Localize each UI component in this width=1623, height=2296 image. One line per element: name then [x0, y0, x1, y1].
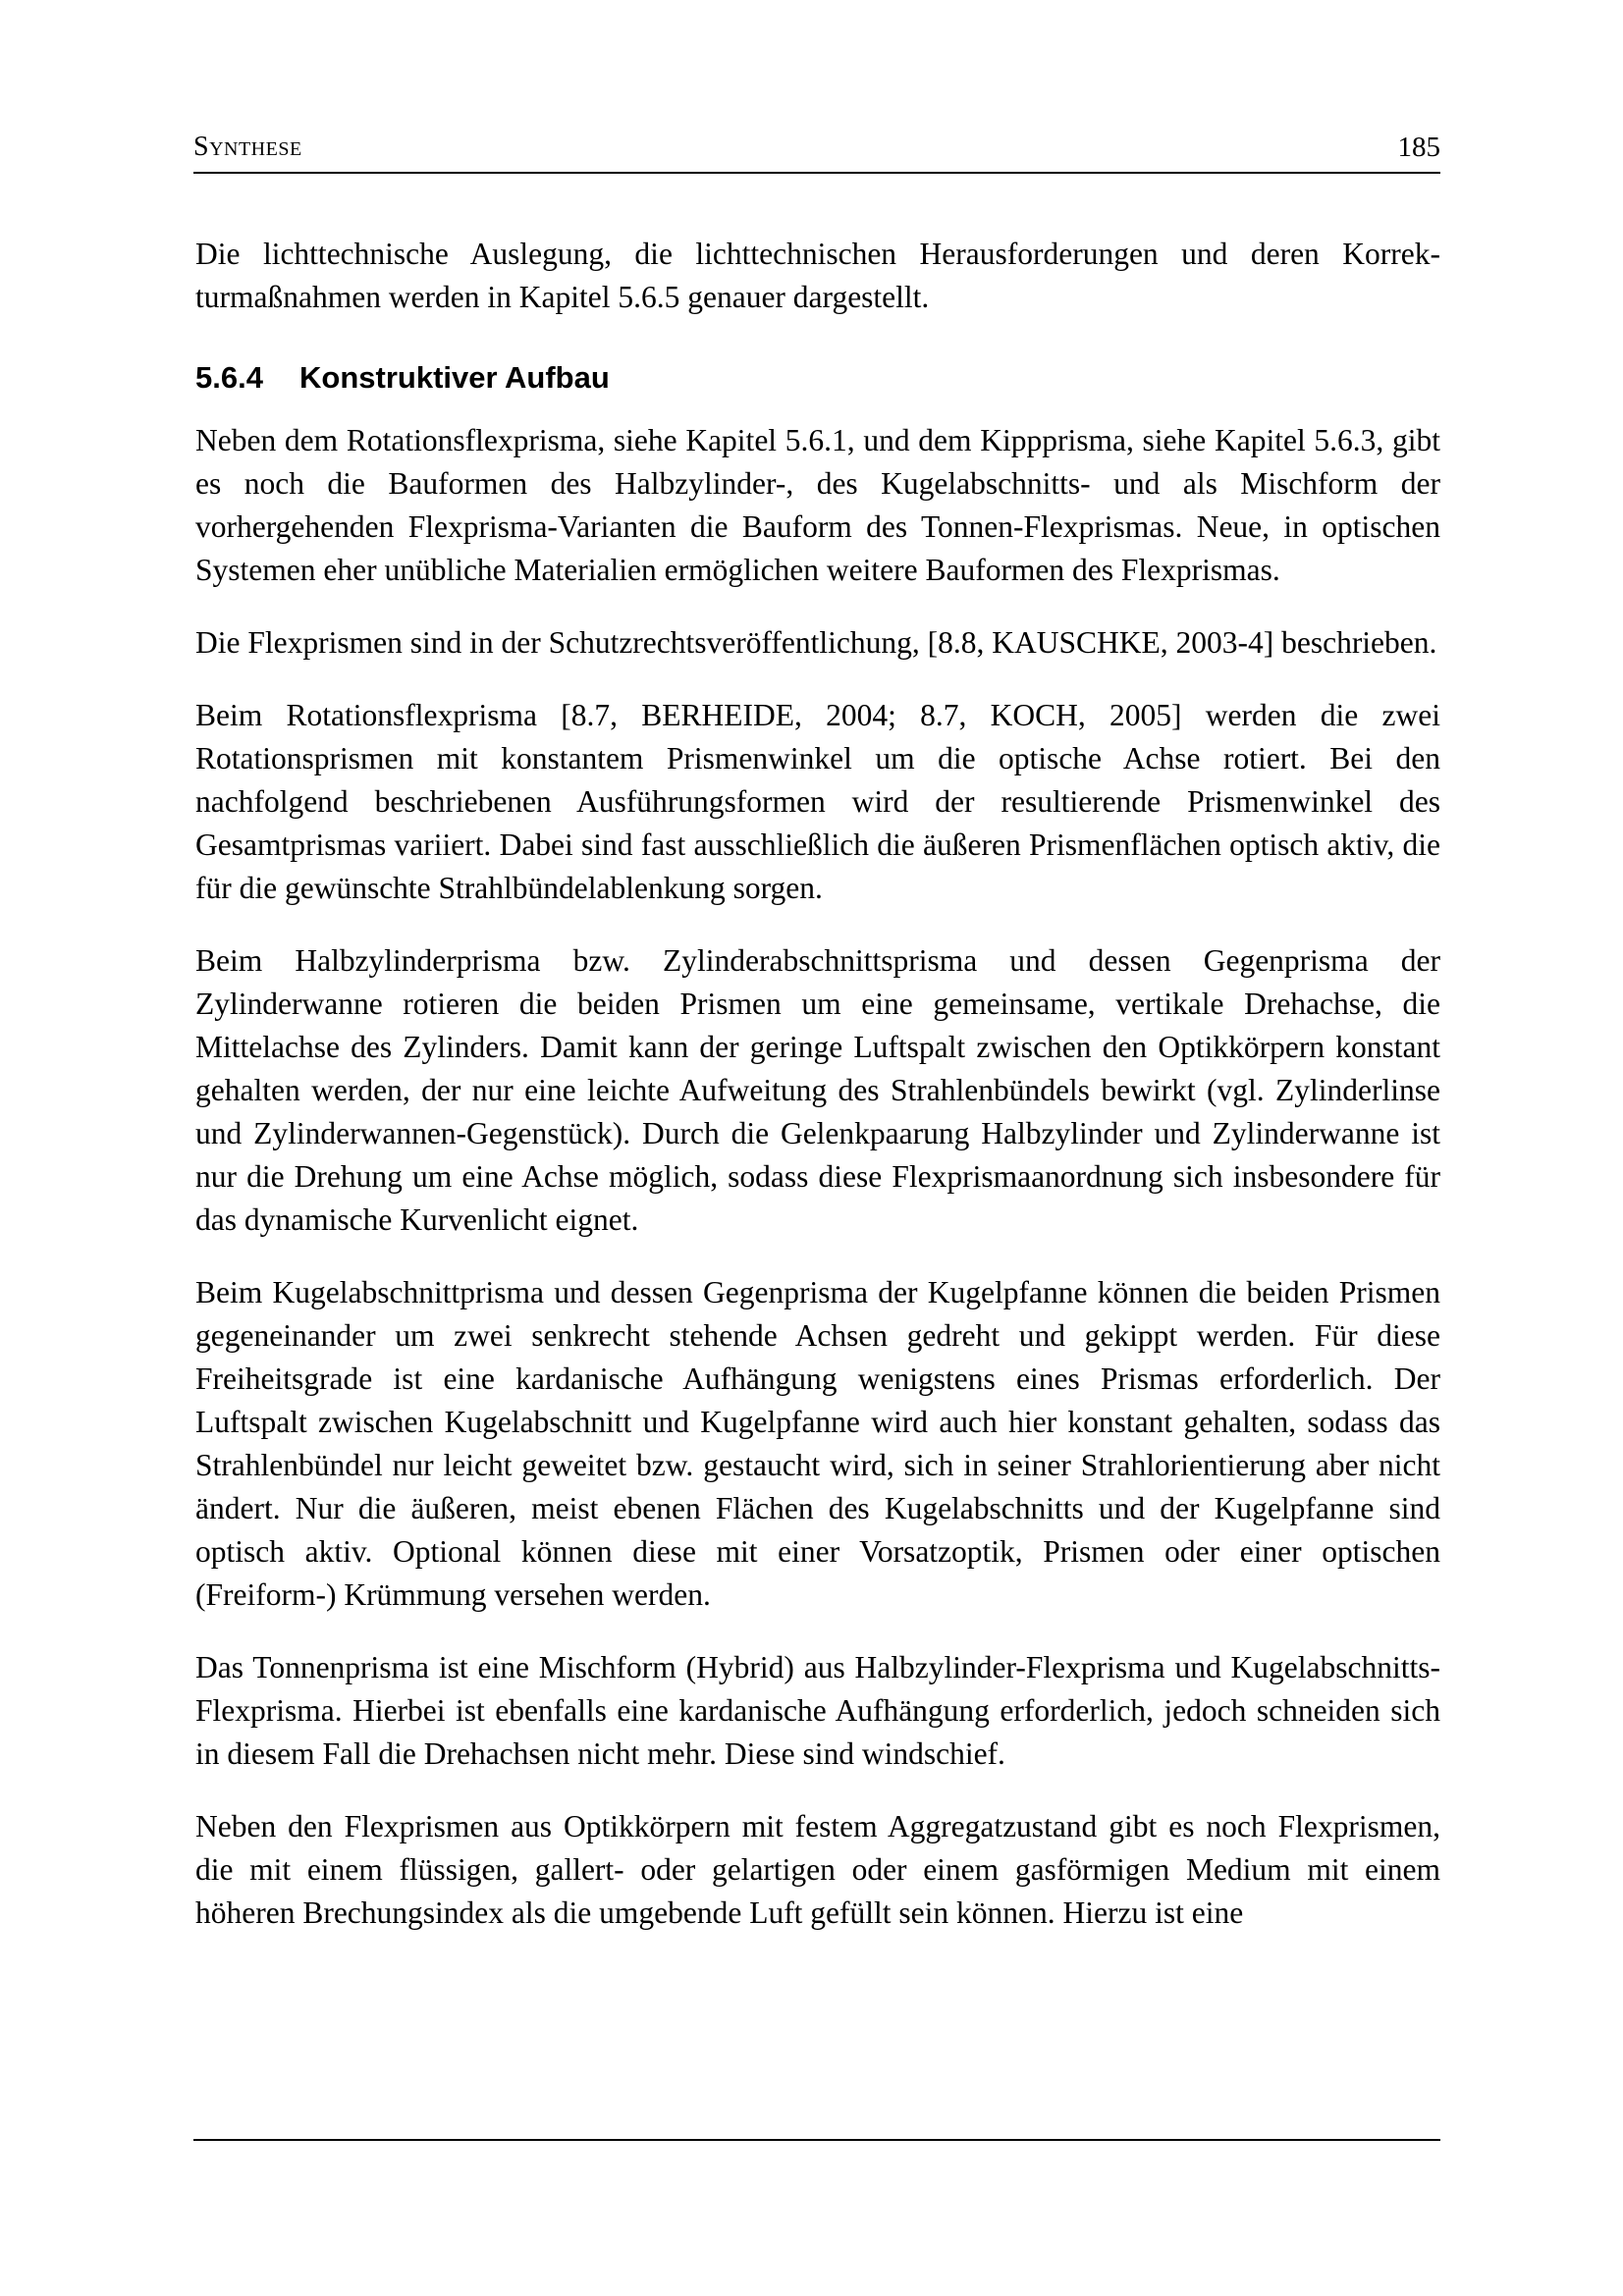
running-header [193, 129, 1440, 174]
paragraph: Beim Kugelabschnittprisma und dessen Gegenprisma der Kugelpfanne können die beiden Prismen gegeneinander um zwei senkrecht stehende Achsen gedreht und gekippt werden. Für diese Freiheitsgrade ist eine kardanische Aufhängung wenigstens eines Prismas erforderlich. Der Luftspalt zwischen Kugelabschnitt und Kugelpfanne wird auch hier konstant gehalten, sodass das Strahlenbündel nur leicht geweitet bzw. gestaucht wird, sich in seiner Strahlorientierung aber nicht ändert. Nur die äußeren, meist ebenen Flächen des Kugelabschnitts und der Kugelpfanne sind optisch aktiv. Optional können diese mit einer Vorsatzoptik, Prismen oder einer optischen (Freiform-) Krümmung versehen werden. [195, 1275, 1440, 1612]
section-title: Konstruktiver Aufbau [299, 360, 610, 395]
footer-rule [193, 2139, 1440, 2141]
paragraph: Beim Rotationsflexprisma [8.7, BERHEIDE, 2004; 8.7, KOCH, 2005] werden die zwei Rotationsprismen mit konstantem Prismenwinkel um die optische Achse rotiert. Bei den nachfolgend beschriebenen Ausführungsformen wird der resultierende Prismenwinkel des Gesamtprismas variiert. Dabei sind fast ausschließlich die äußeren Prismenflächen optisch aktiv, die für die gewünschte Strahlbündelablenkung sorgen. [195, 698, 1440, 905]
section-number: 5.6.4 [195, 360, 263, 395]
body-text [195, 233, 1440, 1964]
paragraph: Neben den Flexprismen aus Optikkörpern mit festem Aggregatzustand gibt es noch Flexprismen, die mit einem flüssigen, gallert- oder gelartigen oder einem gasförmigen Medium mit einem höheren Brechungsindex als die umgebende Luft gefüllt sein können. Hierzu ist eine [195, 1809, 1440, 1930]
paragraph: Neben dem Rotationsflexprisma, siehe Kapitel 5.6.1, und dem Kippprisma, siehe Kapitel 5.6.3, gibt es noch die Bauformen des Halbzylinder-, des Kugelabschnitts- und als Mischform der vorhergehenden Flexprisma-Varianten die Bauform des Tonnen-Flexprismas. Neue, in optischen Systemen eher unübliche Materialien ermöglichen weitere Bauformen des Flexprismas. [195, 423, 1440, 587]
paragraph: Die lichttechnische Auslegung, die lichttechnischen Herausforderungen und deren Korrekturmaßnahmen werden in Kapitel 5.6.5 genauer dargestellt. [195, 237, 1440, 314]
header-title: Synthese [193, 132, 302, 162]
paragraph: Beim Halbzylinderprisma bzw. Zylinderabschnittsprisma und dessen Gegenprisma der Zylinderwanne rotieren die beiden Prismen um eine gemeinsame, vertikale Drehachse, die Mittelachse des Zylinders. Damit kann der geringe Luftspalt zwischen den Optikkörpern konstant gehalten werden, der nur eine leichte Aufweitung des Strahlenbündels bewirkt (vgl. Zylinderlinse und Zylinderwannen-Gegenstück). Durch die Gelenkpaarung Halbzylinder und Zylinderwanne ist nur die Drehung um eine Achse möglich, sodass diese Flexprismaanordnung sich insbesondere für das dynamische Kurvenlicht eignet. [195, 943, 1440, 1237]
page-number: 185 [1397, 132, 1440, 163]
paragraph: Die Flexprismen sind in der Schutzrechtsveröffentlichung, [8.8, KAUSCHKE, 2003-4] beschrieben. [195, 625, 1437, 660]
paragraph: Das Tonnenprisma ist eine Mischform (Hybrid) aus Halbzylinder-Flexprisma und Kugelabschnitts-Flexprisma. Hierbei ist ebenfalls eine kardanische Aufhängung erforderlich, jedoch schneiden sich in diesem Fall die Drehachsen nicht mehr. Diese sind windschief. [195, 1650, 1440, 1771]
section-heading [195, 358, 1440, 398]
